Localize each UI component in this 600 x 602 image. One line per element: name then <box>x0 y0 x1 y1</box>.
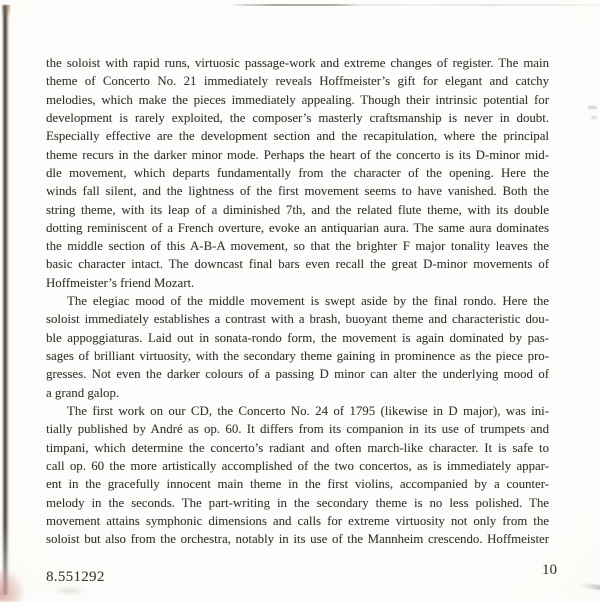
text-line: string theme, with its leap of a diminished 7th, and the related flute theme, with its double <box>46 202 549 217</box>
text-line: the middle section of this A-B-A movement, so that the brighter F major tonality leaves the <box>46 239 549 254</box>
scan-pink-smudge <box>0 570 23 602</box>
text-line: theme recurs in the darker minor mode. Perhaps the heart of the concerto is its D-minor mid- <box>46 147 549 162</box>
scan-speck <box>588 106 597 109</box>
text-line: ble appoggiaturas. Laid out in sonata-rondo form, the movement is again dominated by pas- <box>46 330 549 345</box>
text-line: winds fall silent, and the lightness of the first movement seems to have vanished. Both the <box>46 184 549 199</box>
text-line: dotting reminiscent of a French overture, evoke an antiquarian aura. The same aura dominates <box>46 220 549 235</box>
text-line: Hoffmeister’s friend Mozart. <box>46 275 195 290</box>
text-line: timpani, which determine the concerto’s radiant and often march-like character. It is safe to <box>46 440 549 455</box>
text-line: basic character intact. The downcast final bars even recall the great D-minor movements of <box>46 257 549 272</box>
text-line: dle movement, which departs fundamentally from the character of the opening. Here the <box>46 165 549 180</box>
scan-gray-smudge <box>52 586 86 595</box>
scan-top-edge-line <box>230 4 600 6</box>
text-line: the soloist with rapid runs, virtuosic passage-work and extreme changes of register. The main <box>46 56 549 70</box>
text-line: The elegiac mood of the middle movement is swept aside by the final rondo. Here the <box>67 294 549 309</box>
text-line: The first work on our CD, the Concerto No. 24 of 1795 (likewise in D major), was ini- <box>67 403 549 418</box>
booklet-text-column <box>46 54 549 548</box>
text-line: melodies, which make the pieces immediately appealing. Though their intrinsic potential for <box>46 92 549 107</box>
text-line: call op. 60 the more artistically accomplished of the two concertos, as is immediately appar- <box>46 458 549 473</box>
text-line: soloist but also from the orchestra, notably in its use of the Mannheim crescendo. Hoffmeister <box>46 532 549 547</box>
text-line: theme of Concerto No. 21 immediately reveals Hoffmeister’s gift for elegant and catchy <box>46 74 549 89</box>
text-line: tially published by André as op. 60. It differs from its companion in its use of trumpets and <box>46 422 549 437</box>
scan-gutter-edge-line <box>2 5 10 595</box>
text-line: Especially effective are the development section and the recapitulation, where the principal <box>46 129 549 144</box>
text-line: gresses. Not even the darker colours of a passing D minor can alter the underlying mood of <box>46 367 549 382</box>
text-line: soloist immediately establishes a contrast with a brash, buoyant theme and characteristic dou- <box>46 312 549 327</box>
scan-speck <box>591 116 597 119</box>
text-line: a grand galop. <box>46 385 120 400</box>
catalog-number: 8.551292 <box>46 569 105 585</box>
text-line: development is rarely exploited, the composer’s masterly craftsmanship is never in doubt. <box>46 110 549 125</box>
text-line: movement attains symphonic dimensions and calls for extreme virtuosity not only from the <box>46 513 549 528</box>
page-number: 10 <box>542 562 557 578</box>
text-line: ent in the gracefully innocent main theme in the first violins, accompanied by a counter- <box>46 477 549 492</box>
text-line: sages of brilliant virtuosity, with the secondary theme gaining in prominence as the piece pro- <box>46 349 549 363</box>
text-line: melody in the seconds. The part-writing in the secondary theme is no less polished. The <box>46 495 549 510</box>
